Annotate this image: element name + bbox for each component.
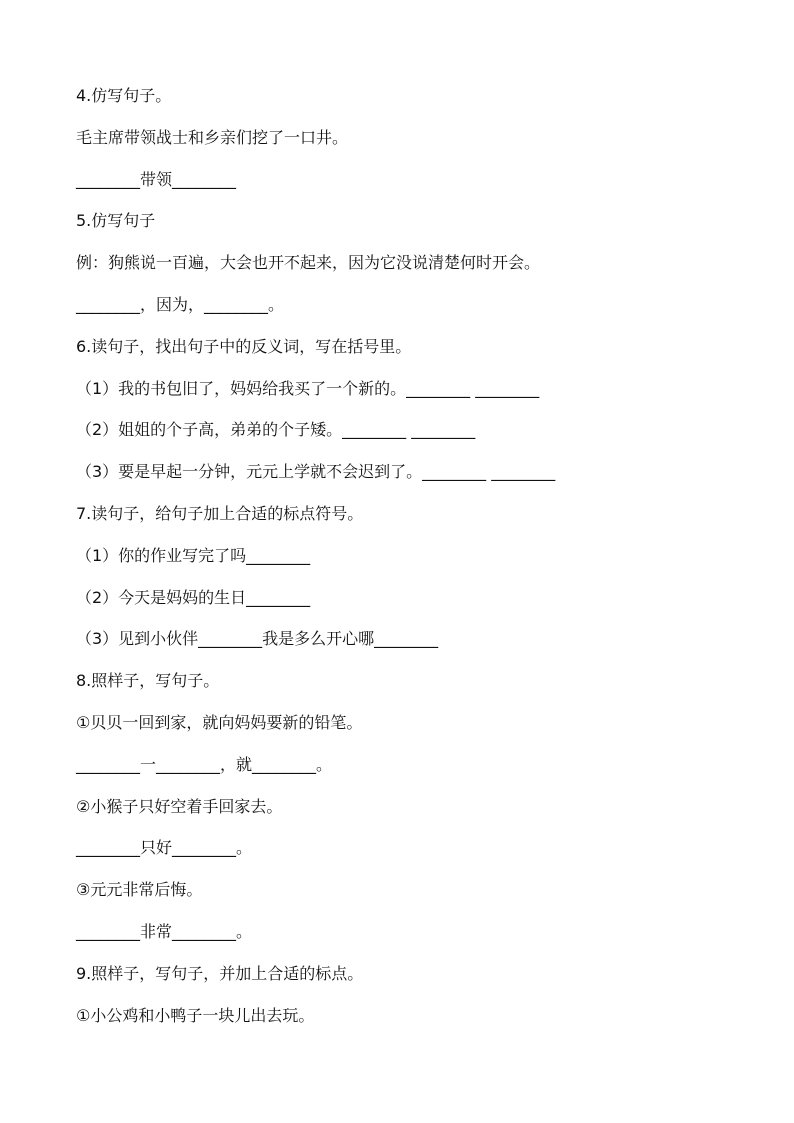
- q5-example-sentence: 例：狗熊说一百遍，大会也开不起来，因为它没说清楚何时开会。: [76, 253, 541, 273]
- q8-title: 8.照样子，写句子。: [76, 671, 220, 691]
- q8-example-1: ①贝贝一回到家，就向妈妈要新的铅笔。: [76, 712, 363, 732]
- q4-example-sentence: 毛主席带领战士和乡亲们挖了一口井。: [76, 127, 349, 147]
- q8-answer-2[interactable]: ________只好________。: [76, 838, 253, 858]
- q6-item-1[interactable]: （1）我的书包旧了，妈妈给我买了一个新的。________ ________: [76, 378, 540, 398]
- q5-title: 5.仿写句子: [76, 211, 156, 231]
- q9-example-1: ①小公鸡和小鸭子一块儿出去玩。: [76, 1005, 315, 1025]
- q5-answer-blank[interactable]: ________，因为，________。: [76, 294, 285, 314]
- q4-answer-blank[interactable]: ________带领________: [76, 169, 237, 189]
- q7-item-3[interactable]: （3）见到小伙伴________我是多么开心哪________: [76, 629, 439, 649]
- q9-title: 9.照样子，写句子，并加上合适的标点。: [76, 963, 364, 983]
- q8-answer-3[interactable]: ________非常________。: [76, 921, 253, 941]
- q7-item-2[interactable]: （2）今天是妈妈的生日________: [76, 587, 311, 607]
- worksheet-page: [76, 82, 756, 1043]
- q7-item-1[interactable]: （1）你的作业写完了吗________: [76, 545, 311, 565]
- q8-example-2: ②小猴子只好空着手回家去。: [76, 796, 283, 816]
- q8-answer-1[interactable]: ________一________，就________。: [76, 754, 333, 774]
- q6-item-3[interactable]: （3）要是早起一分钟，元元上学就不会迟到了。________ ________: [76, 462, 556, 482]
- q6-item-2[interactable]: （2）姐姐的个子高，弟弟的个子矮。________ ________: [76, 420, 476, 440]
- q7-title: 7.读句子，给句子加上合适的标点符号。: [76, 503, 364, 523]
- q8-example-3: ③元元非常后悔。: [76, 880, 203, 900]
- q6-title: 6.读句子，找出句子中的反义词，写在括号里。: [76, 336, 412, 356]
- q4-title: 4.仿写句子。: [76, 86, 172, 105]
